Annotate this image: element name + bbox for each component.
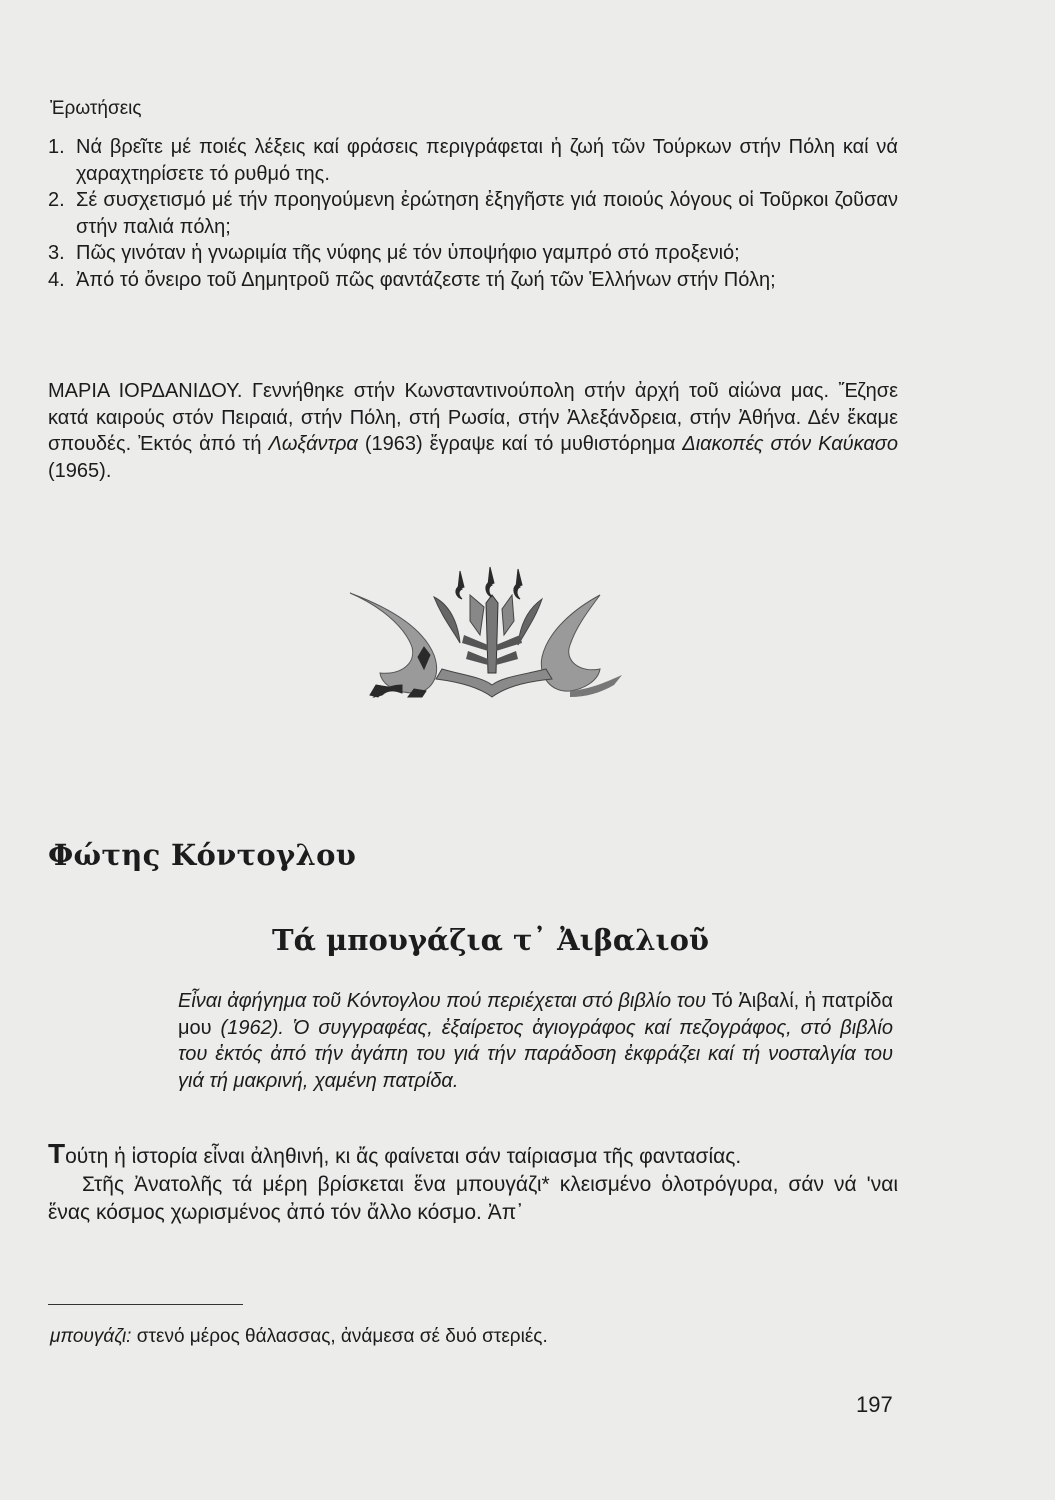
question-text: Νά βρεῖτε μέ ποιές λέξεις καί φράσεις περιγράφεται ἡ ζωή τῶν Τούρκων στήν Πόλη καί νά χαραχτηρίσετε τό ρυθμό της.: [76, 136, 898, 185]
story-intro: [178, 988, 893, 1094]
questions-list: [48, 134, 898, 293]
question-text: Ἀπό τό ὄνειρο τοῦ Δημητροῦ πῶς φαντάζεστε τή ζωή τῶν Ἑλλήνων στήν Πόλη;: [76, 268, 776, 291]
question-number: 1.: [48, 136, 65, 158]
footnote-term: μπουγάζι:: [50, 1326, 132, 1347]
story-title: Τά μπουγάζια τ᾽ Ἀιβαλιοῦ: [272, 923, 710, 957]
question-number: 2.: [48, 189, 65, 211]
story-paragraph: [48, 1140, 898, 1171]
author-name: Φώτης Κόντογλου: [48, 838, 357, 872]
question-number: 4.: [48, 268, 65, 291]
tulip-ornament-icon: [342, 565, 662, 700]
question-number: 3.: [48, 242, 65, 264]
page-number: 197: [856, 1392, 893, 1417]
bio-book-title: Διακοπές στόν Καύκασο: [682, 433, 898, 455]
author-bio-iordanidou: [48, 378, 898, 484]
question-item: [48, 187, 898, 240]
question-item: [48, 240, 898, 267]
footnote-divider: [48, 1304, 243, 1305]
story-body: [48, 1140, 898, 1227]
drop-cap: Τ: [48, 1138, 66, 1169]
question-item: [48, 134, 898, 187]
footnote: [50, 1326, 548, 1348]
intro-book-title: Τό Ἀιβαλί, ἡ πατρίδα μου: [178, 990, 894, 1039]
question-text: Πῶς γινόταν ἡ γνωριμία τῆς νύφης μέ τόν ὑποψήφιο γαμπρό στό προξενιό;: [76, 242, 740, 264]
story-paragraph: Στῆς Ἀνατολῆς τά μέρη βρίσκεται ἕνα μπουγάζι* κλεισμένο ὁλοτρόγυρα, σάν νά 'ναι ἕνας κόσμος χωρισμένος ἀπό τόν ἄλλο κόσμο. Ἀπ᾽: [48, 1173, 898, 1224]
question-text: Σέ συσχετισμό μέ τήν προηγούμενη ἐρώτηση ἐξηγῆστε γιά ποιούς λόγους οἱ Τοῦρκοι ζοῦσαν στήν παλιά πόλη;: [76, 189, 898, 238]
intro-text: Εἶναι ἀφήγημα τοῦ Κόντογλου πού περιέχεται στό βιβλίο του: [178, 990, 712, 1012]
questions-heading: Ἐρωτήσεις: [50, 98, 142, 119]
bio-text: (1963) ἔγραψε καί τό μυθιστόρημα: [357, 433, 683, 455]
question-item: [48, 267, 898, 294]
bio-text: ΜΑΡΙΑ ΙΟΡΔΑΝΙΔΟΥ. Γεννήθηκε στήν Κωνσταντινούπολη στήν ἀρχή τοῦ αἰώνα μας. Ἔζησε κατά καιρούς στόν Πειραιά, στήν Πόλη, στή Ρωσία, στήν Ἀλεξάνδρεια, στήν Ἀθήνα. Δέν ἔκαμε σπουδές. Ἐκτός ἀπό τή: [48, 380, 898, 455]
bio-book-title: Λωξάντρα: [268, 433, 358, 455]
paragraph-text: ούτη ἡ ἱστορία εἶναι ἀληθινή, κι ἄς φαίνεται σάν ταίριασμα τῆς φαντασίας.: [65, 1145, 742, 1168]
bio-text: (1965).: [48, 459, 112, 482]
footnote-definition: στενό μέρος θάλασσας, ἀνάμεσα σέ δυό στεριές.: [131, 1326, 548, 1347]
intro-text: (1962). Ὁ συγγραφέας, ἐξαίρετος ἁγιογράφος καί πεζογράφος, στό βιβλίο του ἐκτός ἀπό τήν ἀγάπη του γιά τήν παράδοση ἐκφράζει καί τή νοσταλγία του γιά τή μακρινή, χαμένη πατρίδα.: [178, 1016, 893, 1092]
